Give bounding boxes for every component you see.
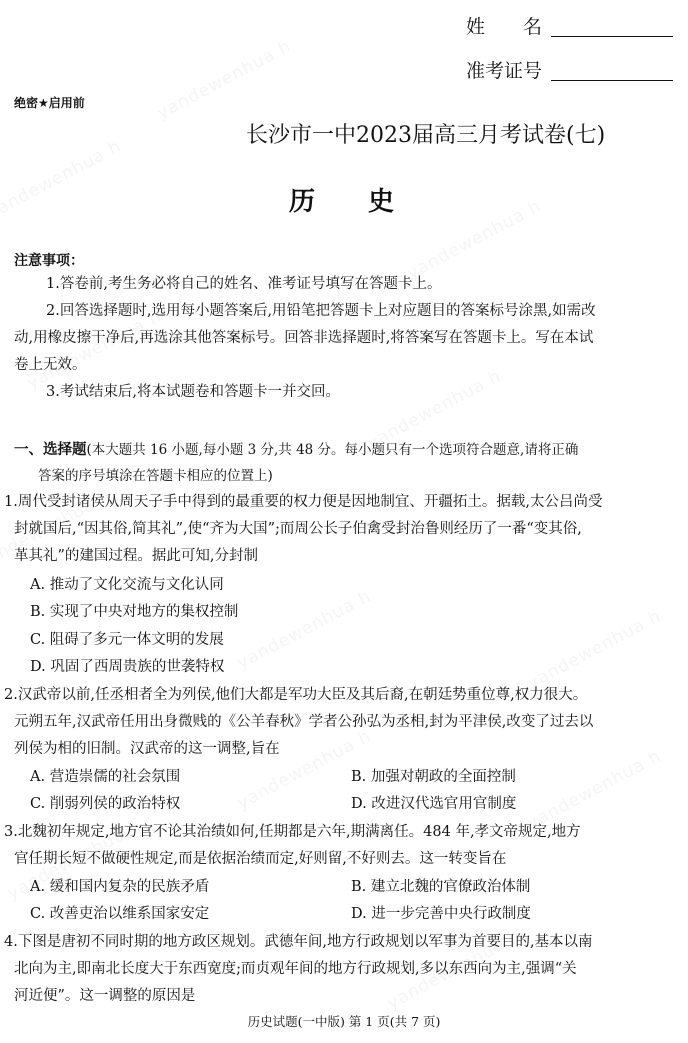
q3-option-c[interactable]: C. 改善吏治以维系国家安定	[30, 906, 210, 922]
q1-stem-line-2: 封就国后,“因其俗,简其礼”,使“齐为大国”;而周公长子伯禽受封治鲁则经历了一番“变其俗,	[14, 521, 582, 537]
q1-option-c[interactable]: C. 阻碍了多元一体文明的发展	[30, 632, 224, 648]
q4-stem-line-1: 4.下图是唐初不同时期的地方政区规划。武德年间,地方行政规划以军事为首要目的,基本以南	[4, 934, 593, 950]
section-title: 一、选择题	[14, 442, 87, 458]
watermark	[234, 586, 375, 674]
notes-heading: 注意事项：	[14, 253, 84, 269]
q3-option-a[interactable]: A. 缓和国内复杂的民族矛盾	[30, 879, 210, 895]
page-footer: 历史试题(一中版) 第 1 页(共 7 页)	[247, 1014, 441, 1029]
q2-option-d[interactable]: D. 改进汉代选官用官制度	[351, 796, 517, 812]
secret-mark: 绝密★启用前	[14, 96, 85, 110]
name-blank-line	[551, 36, 673, 37]
watermark	[524, 606, 665, 694]
note-2-line-1: 2.回答选择题时,选用每小题答案后,用铅笔把答题卡上对应题目的答案标号涂黑,如需改	[46, 303, 596, 319]
watermark	[0, 136, 125, 224]
q1-option-d[interactable]: D. 巩固了西周贵族的世袭特权	[30, 659, 225, 675]
exam-number-blank-line	[551, 80, 673, 81]
section-description-line-2: 答案的序号填涂在答题卡相应的位置上)	[38, 468, 273, 484]
note-2-line-2: 动,用橡皮擦干净后,再选涂其他答案标号。回答非选择题时,将答案写在答题卡上。写在本试	[14, 330, 594, 346]
q2-option-c[interactable]: C. 削弱列侯的政治特权	[30, 796, 181, 812]
q1-stem-line-1: 1.周代受封诸侯从周天子手中得到的最重要的权力便是因地制宜、开疆拓土。据载,太公吕尚受	[4, 494, 603, 510]
q2-option-a[interactable]: A. 营造崇儒的社会氛围	[30, 769, 181, 785]
note-1: 1.答卷前,考生务必将自己的姓名、准考证号填写在答题卡上。	[46, 276, 442, 292]
q3-option-d[interactable]: D. 进一步完善中央行政制度	[351, 906, 531, 922]
note-3: 3.考试结束后,将本试题卷和答题卡一并交回。	[46, 384, 340, 400]
q2-stem-line-2: 元朔五年,汉武帝任用出身微贱的《公羊春秋》学者公孙弘为丞相,封为平津侯,改变了过去以	[14, 714, 594, 730]
name-label: 姓 名	[466, 16, 543, 38]
q2-option-b[interactable]: B. 加强对朝政的全面控制	[351, 769, 516, 785]
q1-stem-line-3: 革其礼”的建国过程。据此可知,分封制	[14, 548, 259, 564]
q1-option-a[interactable]: A. 推动了文化交流与文化认同	[30, 577, 224, 593]
q3-option-b[interactable]: B. 建立北魏的官僚政治体制	[351, 879, 531, 895]
name-field[interactable]	[466, 12, 542, 39]
exam-number-field[interactable]	[466, 56, 542, 83]
q1-option-b[interactable]: B. 实现了中央对地方的集权控制	[30, 604, 239, 620]
q4-stem-line-2: 北向为主,即南北长度大于东西宽度;而贞观年间的地方行政规划,多以东西向为主,强调“关	[14, 961, 577, 977]
q3-stem-line-2: 官任期长短不做硬性规定,而是依据治绩而定,好则留,不好则去。这一转变旨在	[14, 851, 507, 867]
note-2-line-3: 卷上无效。	[14, 357, 87, 373]
exam-number-label: 准考证号	[466, 60, 543, 82]
watermark	[154, 36, 295, 124]
q2-stem-line-3: 列侯为相的旧制。汉武帝的这一调整,旨在	[14, 741, 280, 757]
exam-title: 长沙市一中2023届高三月考试卷(七)	[246, 123, 606, 148]
section-description-line-1: (本大题共 16 小题,每小题 3 分,共 48 分。每小题只有一个选项符合题意,请将正确	[86, 442, 579, 458]
subject-title: 历史	[289, 187, 448, 217]
q3-stem-line-1: 3.北魏初年规定,地方官不论其治绩如何,任期都是六年,期满离任。484 年,孝文帝规定,地方	[4, 824, 581, 840]
q4-stem-line-3: 河近便”。这一调整的原因是	[14, 988, 196, 1004]
q2-stem-line-1: 2.汉武帝以前,任丞相者全为列侯,他们大都是军功大臣及其后裔,在朝廷势重位尊,权力很大。	[4, 687, 588, 703]
section-heading	[14, 438, 578, 459]
